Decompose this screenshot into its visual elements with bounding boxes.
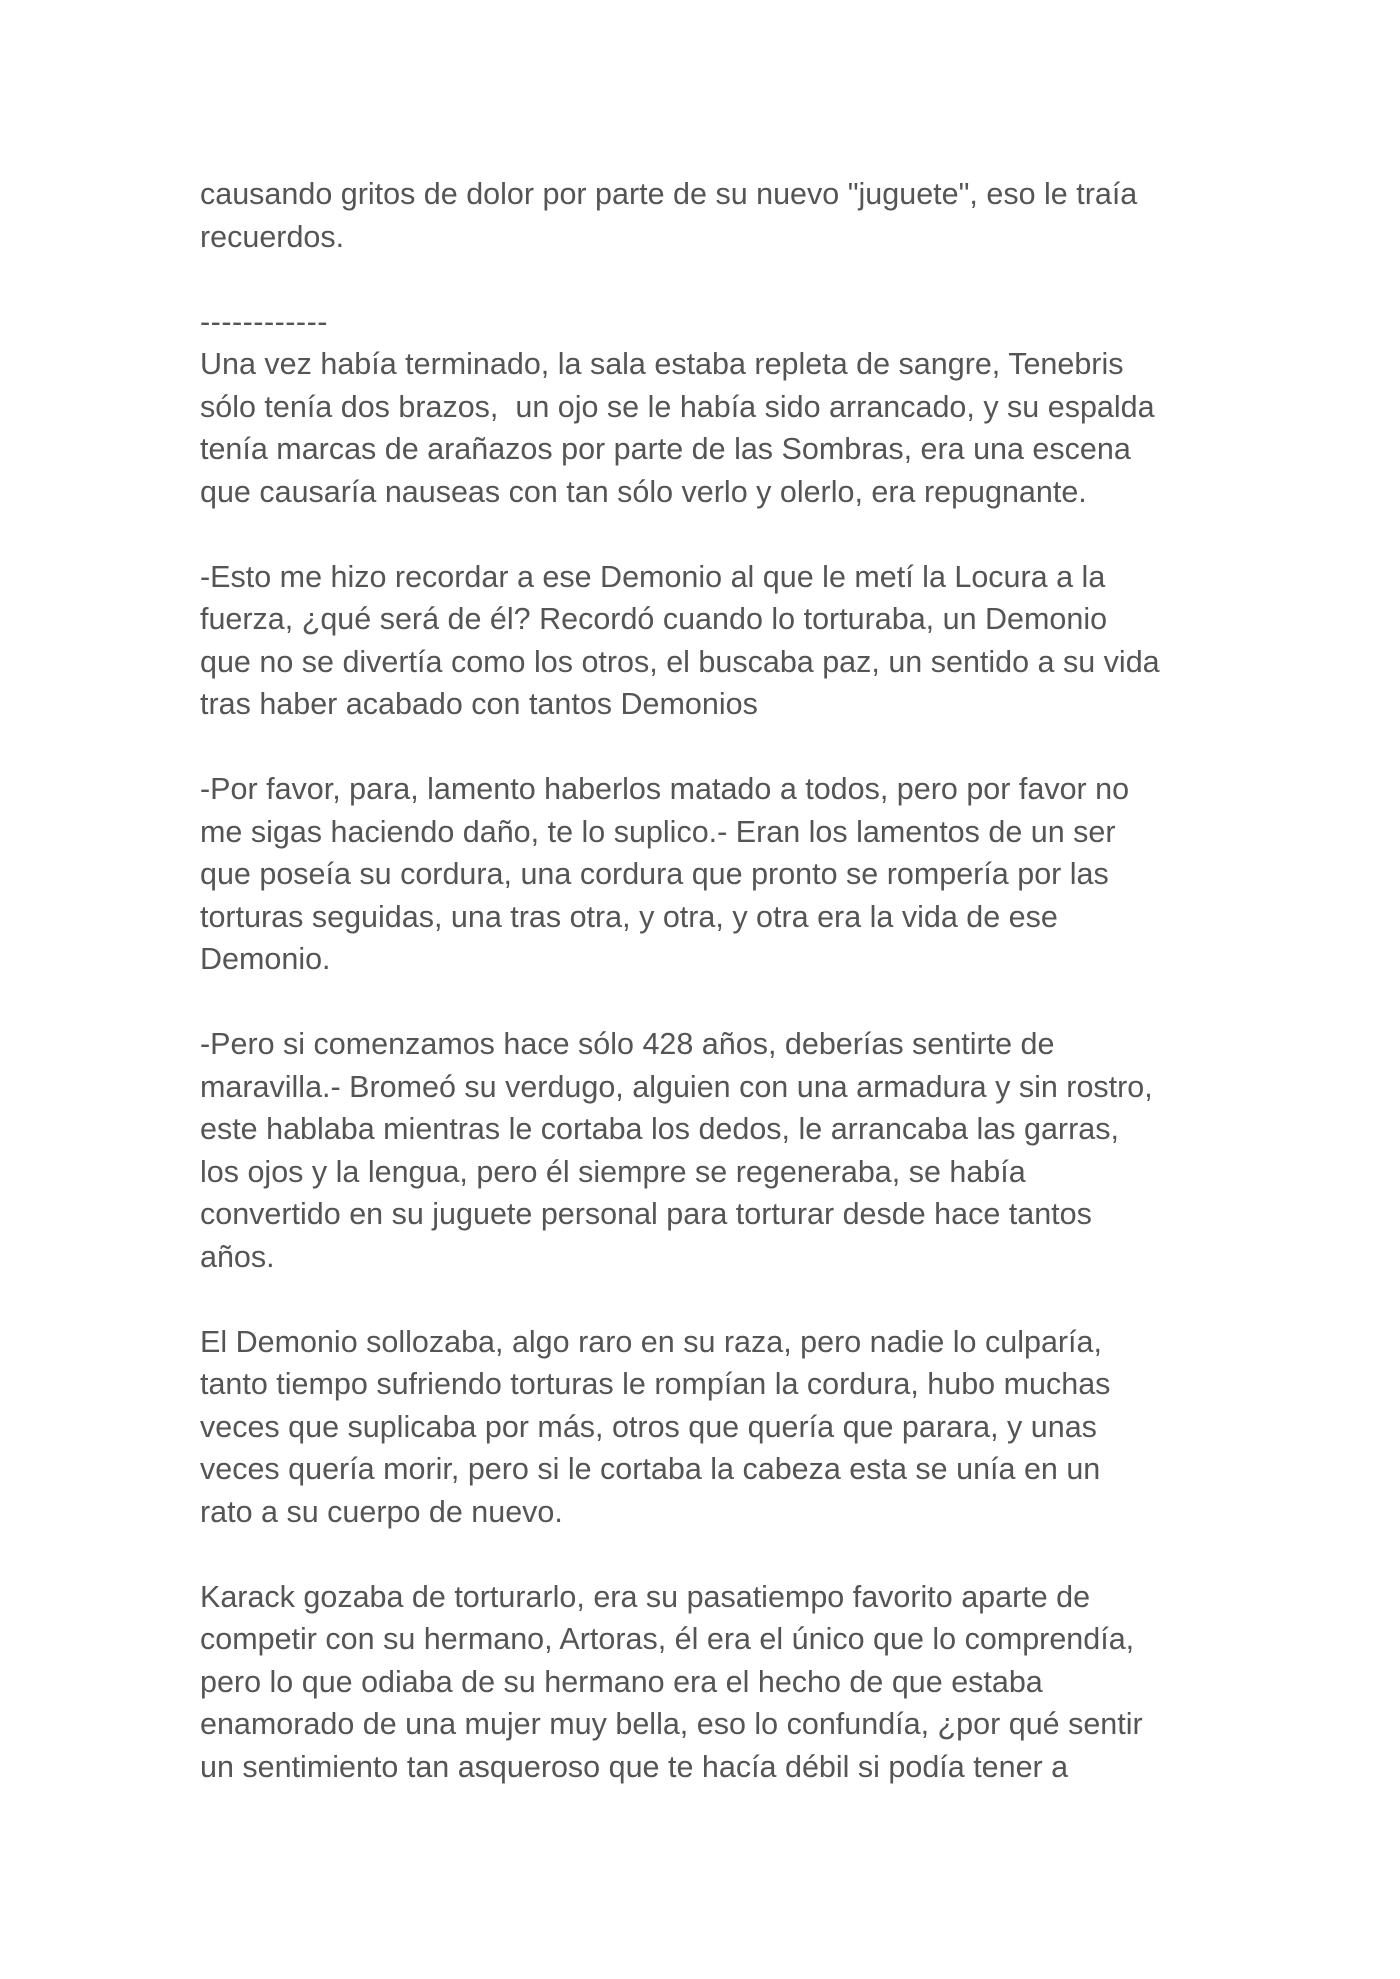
paragraph-3: [200, 556, 1210, 726]
text-line: me sigas haciendo daño, te lo suplico.- Eran los lamentos de un ser: [200, 814, 1116, 849]
text-line: El Demonio sollozaba, algo raro en su raza, pero nadie lo culparía,: [200, 1324, 1102, 1359]
text-line: enamorado de una mujer muy bella, eso lo confundía, ¿por qué sentir: [200, 1707, 1143, 1741]
text-line: sólo tenía dos brazos, un ojo se le había sido arrancado, y su espalda: [200, 389, 1155, 424]
paragraph-1: [200, 173, 1210, 258]
text-line: recuerdos.: [200, 219, 345, 254]
paragraph-6: [200, 1321, 1210, 1534]
text-line: que no se divertía como los otros, el buscaba paz, un sentido a su vida: [200, 644, 1160, 679]
text-line: -Esto me hizo recordar a ese Demonio al que le metí la Locura a la: [200, 559, 1106, 594]
text-line: Demonio.: [200, 942, 331, 976]
document-body: [200, 173, 1210, 1831]
paragraph-4: [200, 768, 1210, 981]
text-line: maravilla.- Bromeó su verdugo, alguien con una armadura y sin rostro,: [200, 1069, 1153, 1104]
text-line: tras haber acabado con tantos Demonios: [200, 687, 758, 721]
paragraph-5: [200, 1023, 1210, 1278]
text-line: causando gritos de dolor por parte de su nuevo "juguete", eso le traía: [200, 177, 1138, 211]
text-line: que poseía su cordura, una cordura que pronto se rompería por las: [200, 857, 1109, 891]
text-line: Karack gozaba de torturarlo, era su pasatiempo favorito aparte de: [200, 1579, 1091, 1614]
text-line: los ojos y la lengua, pero él siempre se regeneraba, se había: [200, 1154, 1026, 1189]
text-line: convertido en su juguete personal para torturar desde hace tantos: [200, 1197, 1092, 1231]
text-line: rato a su cuerpo de nuevo.: [200, 1494, 563, 1529]
text-line: tanto tiempo sufriendo torturas le rompían la cordura, hubo muchas: [200, 1367, 1111, 1401]
text-line: veces que suplicaba por más, otros que quería que parara, y unas: [200, 1409, 1097, 1444]
text-line: pero lo que odiaba de su hermano era el hecho de que estaba: [200, 1664, 1043, 1699]
text-line: veces quería morir, pero si le cortaba la cabeza esta se unía en un: [200, 1452, 1101, 1486]
text-line: -Pero si comenzamos hace sólo 428 años, deberías sentirte de: [200, 1027, 1055, 1061]
text-line: torturas seguidas, una tras otra, y otra, y otra era la vida de ese: [200, 899, 1058, 934]
text-line: -Por favor, para, lamento haberlos matado a todos, pero por favor no: [200, 772, 1130, 806]
text-line: años.: [200, 1239, 275, 1274]
paragraph-2: [200, 301, 1210, 514]
text-line: este hablaba mientras le cortaba los dedos, le arrancaba las garras,: [200, 1112, 1119, 1146]
text-line: Una vez había terminado, la sala estaba repleta de sangre, Tenebris: [200, 347, 1124, 381]
text-line: fuerza, ¿qué será de él? Recordó cuando lo torturaba, un Demonio: [200, 602, 1108, 636]
text-line: que causaría nauseas con tan sólo verlo y olerlo, era repugnante.: [200, 474, 1087, 509]
text-line: competir con su hermano, Artoras, él era el único que lo comprendía,: [200, 1622, 1135, 1656]
text-line: un sentimiento tan asqueroso que te hacía débil si podía tener a: [200, 1749, 1069, 1784]
paragraph-7: [200, 1576, 1210, 1789]
text-line: tenía marcas de arañazos por parte de las Sombras, era una escena: [200, 432, 1131, 466]
section-separator: ------------: [200, 304, 328, 339]
